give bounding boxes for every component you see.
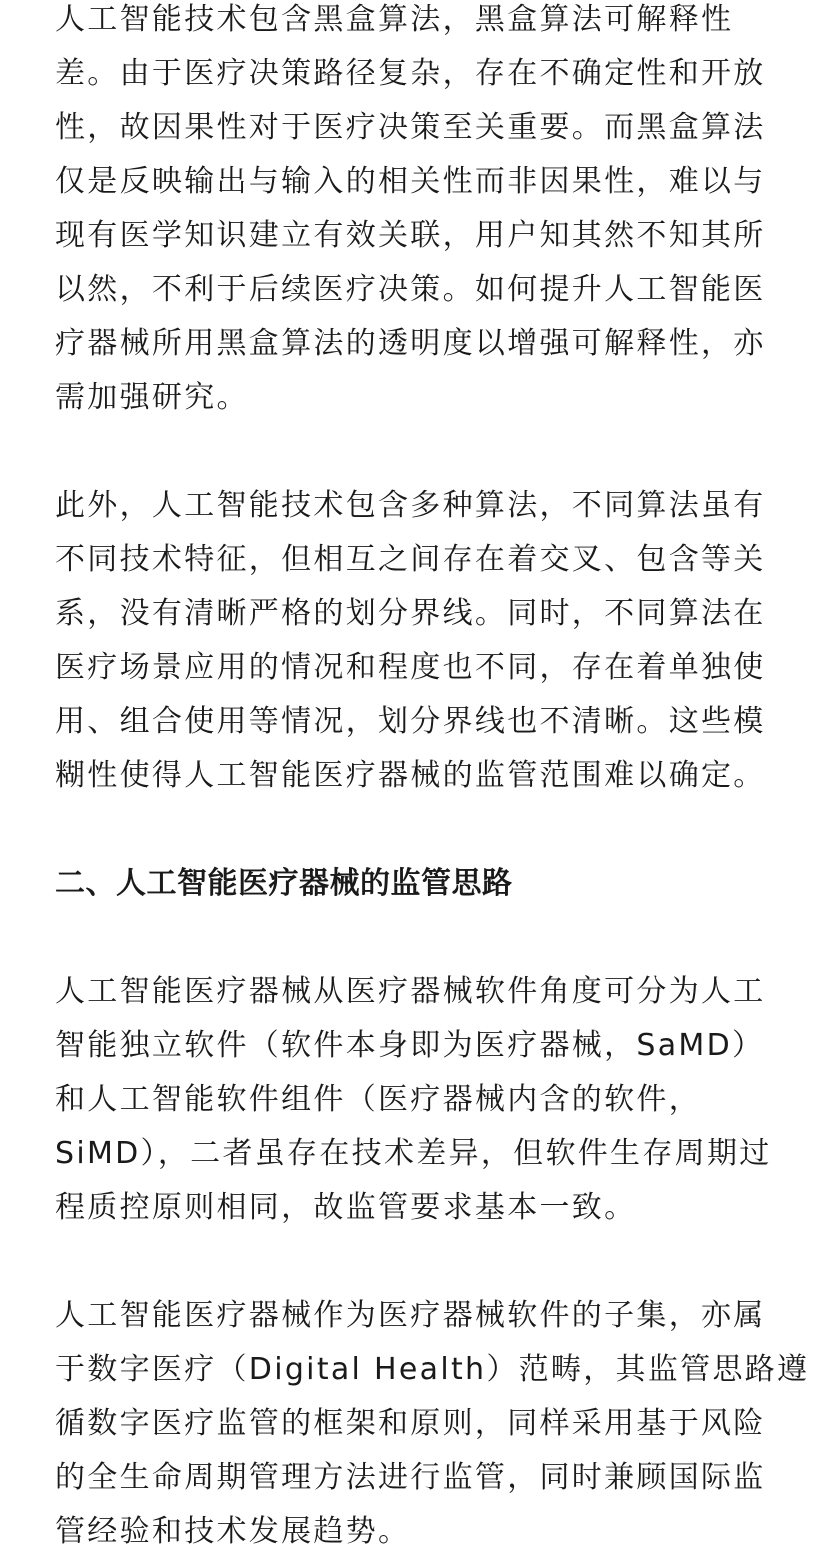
text-line: 人工智能医疗器械从医疗器械软件角度可分为人工: [55, 974, 766, 1009]
text-line: 性，故因果性对于医疗决策至关重要。而黑盒算法: [55, 110, 766, 145]
text-line: 的全生命周期管理方法进行监管，同时兼顾国际监: [55, 1460, 766, 1495]
text-line: SiMD），二者虽存在技术差异，但软件生存周期过: [55, 1136, 772, 1171]
paragraph-digital-health: [55, 1289, 810, 1559]
paragraph-spacer: [55, 1235, 768, 1289]
paragraph-black-box: [55, 0, 768, 425]
paragraph-spacer: [55, 425, 768, 479]
section-heading: 二、人工智能医疗器械的监管思路: [55, 866, 513, 901]
text-line: 和人工智能软件组件（医疗器械内含的软件，: [55, 1082, 701, 1117]
paragraph-algorithm-ambiguity: [55, 479, 768, 803]
article-body: [55, 0, 810, 1559]
text-line: 循数字医疗监管的框架和原则，同样采用基于风险: [55, 1406, 766, 1441]
text-line: 以然，不利于后续医疗决策。如何提升人工智能医: [55, 272, 766, 307]
text-line: 仅是反映输出与输入的相关性而非因果性，难以与: [55, 164, 766, 199]
text-line: 差。由于医疗决策路径复杂，存在不确定性和开放: [55, 56, 766, 91]
paragraph-spacer: [55, 911, 768, 965]
text-line: 不同技术特征，但相互之间存在着交叉、包含等关: [55, 542, 766, 577]
text-line: 人工智能医疗器械作为医疗器械软件的子集，亦属: [55, 1298, 766, 1333]
text-line: 此外，人工智能技术包含多种算法，不同算法虽有: [55, 488, 766, 523]
text-line: 用、组合使用等情况，划分界线也不清晰。这些模: [55, 704, 766, 739]
text-line: 疗器械所用黑盒算法的透明度以增强可解释性，亦: [55, 326, 766, 361]
paragraph-software-classification: [55, 965, 772, 1235]
text-line: 糊性使得人工智能医疗器械的监管范围难以确定。: [55, 758, 766, 793]
text-line: 需加强研究。: [55, 380, 249, 415]
paragraph-spacer: [55, 803, 768, 857]
text-line: 于数字医疗（Digital Health）范畴，其监管思路遵: [55, 1352, 810, 1387]
text-line: 人工智能技术包含黑盒算法，黑盒算法可解释性: [55, 2, 734, 37]
text-line: 程质控原则相同，故监管要求基本一致。: [55, 1190, 637, 1225]
text-line: 智能独立软件（软件本身即为医疗器械，SaMD）: [55, 1028, 765, 1063]
text-line: 管经验和技术发展趋势。: [55, 1514, 411, 1549]
text-line: 系，没有清晰严格的划分界线。同时，不同算法在: [55, 596, 766, 631]
text-line: 医疗场景应用的情况和程度也不同，存在着单独使: [55, 650, 766, 685]
text-line: 现有医学知识建立有效关联，用户知其然不知其所: [55, 218, 766, 253]
